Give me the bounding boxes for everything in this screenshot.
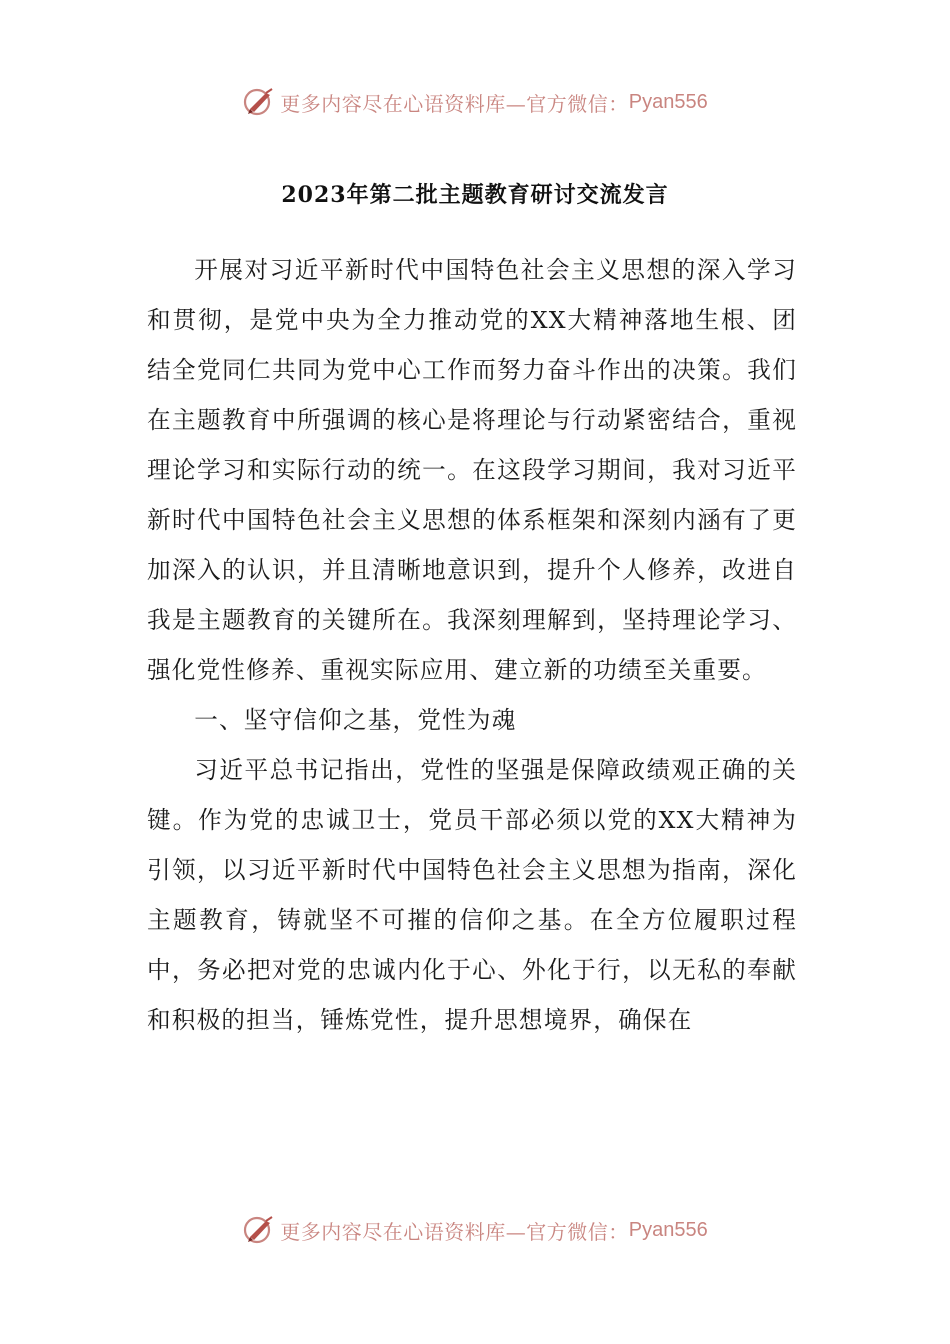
paragraph-section-one: 习近平总书记指出，党性的坚强是保障政绩观正确的关键。作为党的忠诚卫士，党员干部必须以党的XX大精神为引领，以习近平新时代中国特色社会主义思想为指南，深化主题教育，铸就坚不可摧的信仰之基。在全方位履职过程中，务必把对党的忠诚内化于心、外化于行，以无私的奉献和积极的担当，锤炼党性，提升思想境界，确保在 bbox=[147, 756, 797, 1034]
section-heading: 一、坚守信仰之基，党性为魂 bbox=[194, 706, 517, 734]
wechat-id: Pyan556 bbox=[628, 90, 708, 113]
footer-watermark-banner bbox=[0, 1210, 950, 1250]
document-body bbox=[147, 245, 797, 1045]
header-watermark-banner bbox=[0, 82, 950, 122]
wechat-id: Pyan556 bbox=[628, 1218, 708, 1241]
paragraph-intro: 开展对习近平新时代中国特色社会主义思想的深入学习和贯彻，是党中央为全力推动党的XX大精神落地生根、团结全党同仁共同为党中心工作而努力奋斗作出的决策。我们在主题教育中所强调的核心是将理论与行动紧密结合，重视理论学习和实际行动的统一。在这段学习期间，我对习近平新时代中国特色社会主义思想的体系框架和深刻内涵有了更加深入的认识，并且清晰地意识到，提升个人修养，改进自我是主题教育的关键所在。我深刻理解到，坚持理论学习、强化党性修养、重视实际应用、建立新的功绩至关重要。 bbox=[147, 256, 797, 684]
banner-text: 更多内容尽在心语资料库—官方微信： bbox=[280, 91, 629, 116]
pen-logo-icon bbox=[242, 1213, 276, 1247]
banner-text: 更多内容尽在心语资料库—官方微信： bbox=[280, 1219, 629, 1244]
pen-logo-icon bbox=[242, 85, 276, 119]
document-title: 2023年第二批主题教育研讨交流发言 bbox=[281, 182, 669, 208]
